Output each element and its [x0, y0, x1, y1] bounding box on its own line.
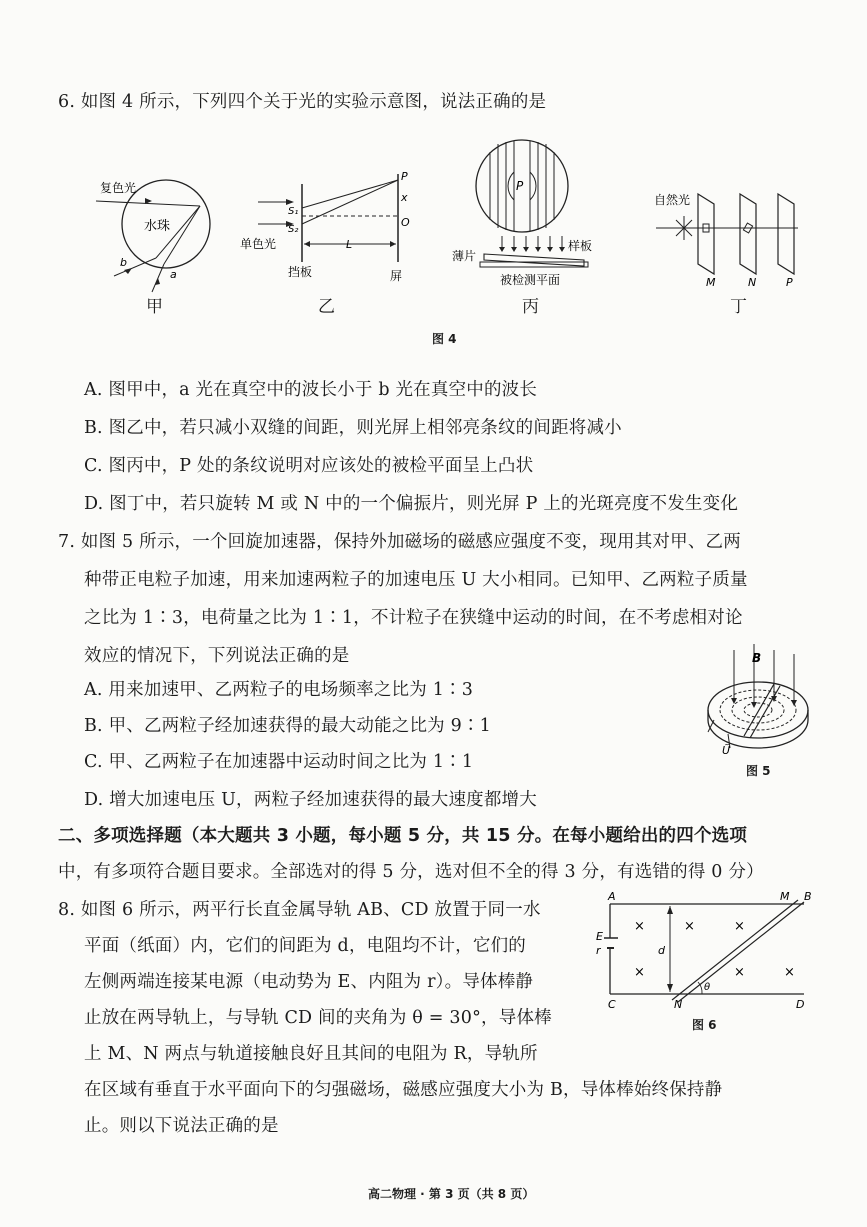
cross-1: × [634, 919, 645, 934]
label-P: P [401, 170, 408, 183]
label-shuizhu: 水珠 [144, 219, 171, 234]
q8-line-1: 8. 如图 6 所示，两平行长直金属导轨 AB、CD 放置于同一水 [58, 900, 541, 920]
figure-6-caption: 图 6 [692, 1018, 717, 1032]
question-6-stem: 6. 如图 4 所示，下列四个关于光的实验示意图，说法正确的是 [58, 92, 547, 112]
q6-option-c: C. 图丙中，P 处的条纹说明对应该处的被检平面呈上凸状 [84, 456, 534, 476]
cross-5: × [734, 965, 745, 980]
page-footer: 高二物理 · 第 3 页（共 8 页） [368, 1187, 535, 1201]
q7-stem-line-1: 7. 如图 5 所示，一个回旋加速器，保持外加磁场的磁感应强度不变，现用其对甲、乙两 [58, 532, 741, 552]
label-P-bing: P [516, 179, 524, 193]
label-M: M [706, 276, 716, 289]
q7-stem-line-2: 种带正电粒子加速，用来加速两粒子的加速电压 U 大小相同。已知甲、乙两粒子质量 [84, 570, 748, 590]
label-danse: 单色光 [240, 237, 277, 251]
fig-bing-sublabel: 丙 [522, 297, 539, 317]
figure-4-ding [648, 186, 808, 296]
figure-5-cyclotron [700, 640, 820, 758]
label-yangban: 样板 [568, 239, 593, 253]
label-S2: S₂ [288, 224, 299, 235]
fig-jia-sublabel: 甲 [146, 297, 163, 317]
label-beijian: 被检测平面 [500, 273, 561, 287]
label-dangban: 挡板 [288, 265, 313, 279]
label-A-fig6: A [608, 890, 616, 903]
q8-line-5: 上 M、N 两点与轨道接触良好且其间的电阻为 R，导轨所 [84, 1044, 538, 1064]
fig-yi-sublabel: 乙 [318, 297, 335, 317]
label-ziran: 自然光 [654, 193, 691, 207]
q7-stem-line-4: 效应的情况下，下列说法正确的是 [84, 646, 350, 666]
figure-4-yi [238, 164, 428, 294]
q7-option-a: A. 用来加速甲、乙两粒子的电场频率之比为 1∶3 [84, 680, 474, 700]
q7-option-c: C. 甲、乙两粒子在加速器中运动时间之比为 1∶1 [84, 752, 474, 772]
figure-4-jia [92, 168, 222, 298]
q8-line-4: 止放在两导轨上，与导轨 CD 间的夹角为 θ = 30°，导体棒 [84, 1008, 552, 1028]
q6-option-d: D. 图丁中，若只旋转 M 或 N 中的一个偏振片，则光屏 P 上的光斑亮度不发生变化 [84, 494, 739, 514]
label-d-fig6: d [658, 944, 665, 957]
label-theta-fig6: θ [704, 982, 711, 993]
section-2-heading-line-2: 中，有多项符合题目要求。全部选对的得 5 分，选对但不全的得 3 分，有选错的得 0 分） [58, 862, 764, 882]
label-D-fig6: D [796, 998, 805, 1010]
label-a: a [170, 268, 177, 281]
label-S1: S₁ [288, 206, 299, 217]
figure-4-caption: 图 4 [432, 332, 457, 346]
section-2-heading-line-1: 二、多项选择题（本大题共 3 小题，每小题 5 分，共 15 分。在每小题给出的四个选项 [58, 826, 748, 846]
figure-4-bing [444, 132, 624, 292]
q7-stem-line-3: 之比为 1∶3，电荷量之比为 1∶1，不计粒子在狭缝中运动的时间，在不考虑相对论 [84, 608, 743, 628]
figure-5-caption: 图 5 [746, 764, 771, 778]
label-E-fig6: E [596, 930, 603, 943]
q6-option-b: B. 图乙中，若只减小双缝的间距，则光屏上相邻亮条纹的间距将减小 [84, 418, 622, 438]
fig-ding-sublabel: 丁 [730, 297, 747, 317]
q8-line-3: 左侧两端连接某电源（电动势为 E、内阻为 r）。导体棒静 [84, 972, 534, 992]
q8-line-6: 在区域有垂直于水平面向下的匀强磁场，磁感应强度大小为 B，导体棒始终保持静 [84, 1080, 723, 1100]
label-fuse: 复色光 [100, 181, 137, 195]
cross-2: × [684, 919, 695, 934]
cross-4: × [634, 965, 645, 980]
label-C-fig6: C [608, 998, 616, 1010]
label-M-fig6: M [780, 890, 790, 903]
label-ping: 屏 [390, 269, 403, 283]
figure-6-rails [590, 890, 820, 1010]
label-L: L [346, 238, 353, 251]
label-P-ding: P [786, 276, 793, 289]
label-O: O [401, 216, 410, 229]
q6-option-a: A. 图甲中，a 光在真空中的波长小于 b 光在真空中的波长 [84, 380, 538, 400]
cross-6: × [784, 965, 795, 980]
label-r-fig6: r [596, 944, 601, 957]
label-N: N [748, 276, 757, 289]
q8-line-2: 平面（纸面）内，它们的间距为 d，电阻均不计，它们的 [84, 936, 526, 956]
label-B-fig6: B [804, 890, 812, 903]
label-bopian: 薄片 [452, 249, 477, 263]
label-x: x [401, 191, 408, 204]
label-U-fig5: Ũ [722, 744, 731, 757]
label-B-fig5: B [752, 651, 762, 665]
q7-option-b: B. 甲、乙两粒子经加速获得的最大动能之比为 9∶1 [84, 716, 492, 736]
q7-option-d: D. 增大加速电压 U，两粒子经加速获得的最大速度都增大 [84, 790, 537, 810]
cross-3: × [734, 919, 745, 934]
label-b: b [120, 256, 127, 269]
label-N-fig6: N [674, 998, 683, 1010]
q8-line-7: 止。则以下说法正确的是 [84, 1116, 279, 1136]
